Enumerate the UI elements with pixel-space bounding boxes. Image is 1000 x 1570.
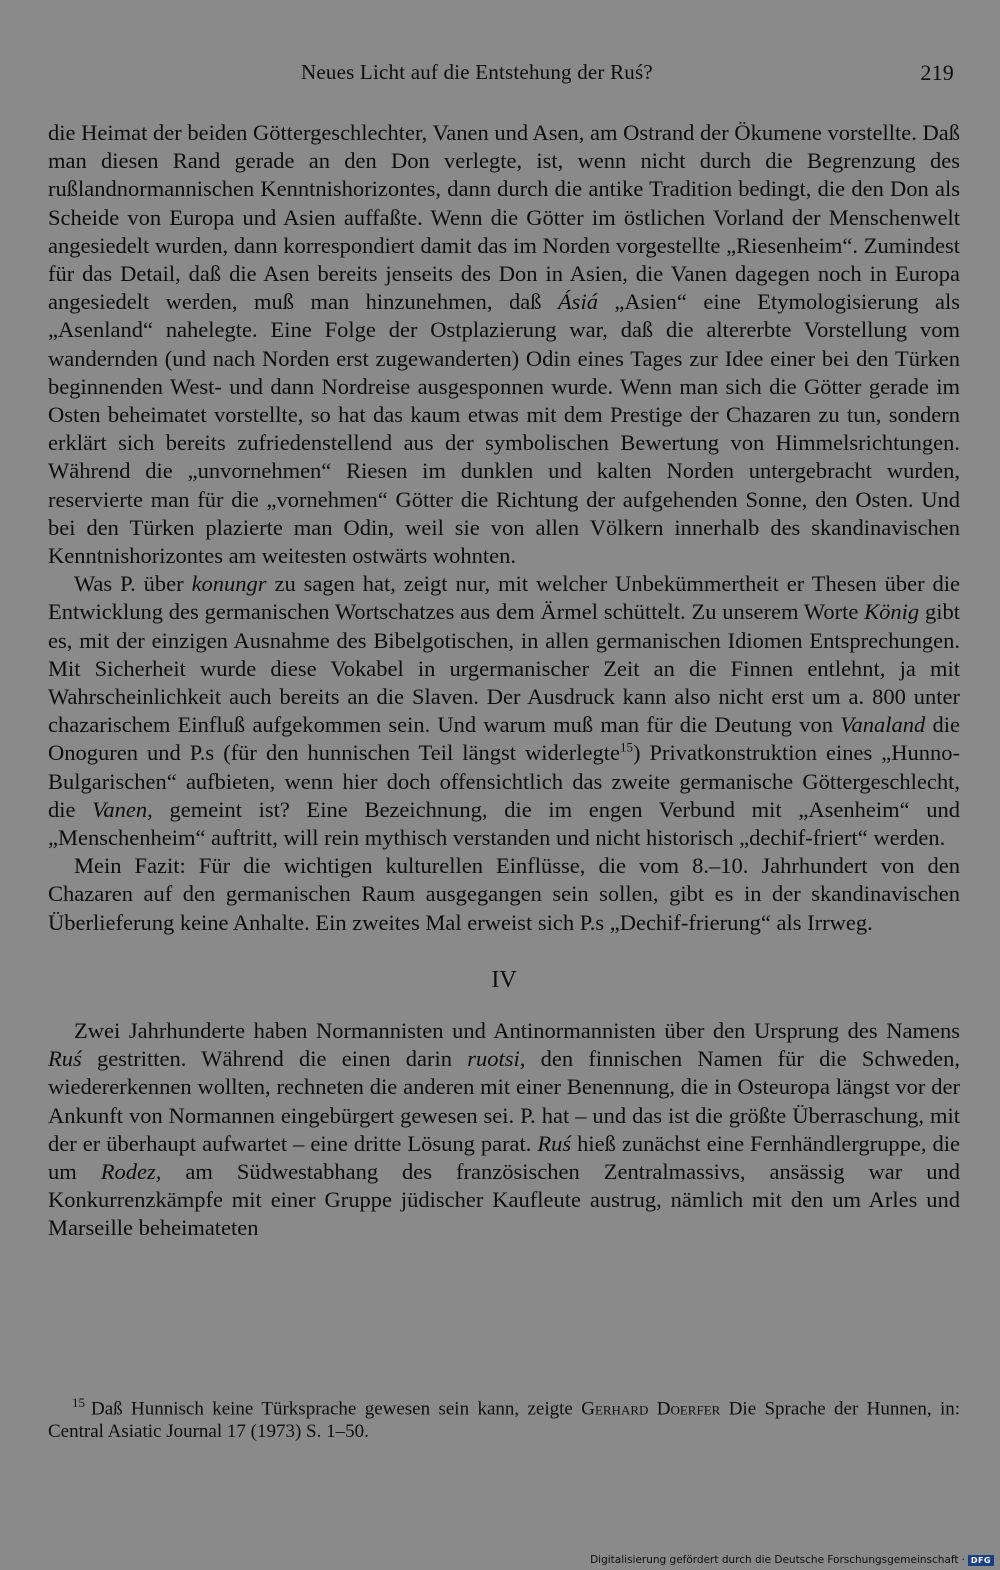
footnote-reference[interactable]: 15 [619, 739, 633, 755]
dfg-logo: DFG [968, 1555, 994, 1566]
footnote [48, 1391, 960, 1443]
italic-term-rus: Ruś [537, 1130, 572, 1156]
body-text [48, 119, 960, 1243]
running-title: Neues Licht auf die Entstehung der Ruś? [301, 60, 653, 84]
paragraph-1-text-end: „Asien“ eine Etymologisierung als „Asenland“ nahelegte. Eine Folge der Ostplazierung war, daß die altererbte Vorstellung vom wandernden (und nach Norden erst zugewanderten) Odin eines Tages zur Idee einer bei den Türken beginnenden West- und dann Nordreise ausgesponnen wurde. Wenn man sich die Götter gerade im Osten beheimatet vorstellte, so hat das kaum etwas mit dem Prestige der Chazaren zu tun, sondern erklärt sich bereits zufriedenstellend aus der symbolischen Bewertung von Himmelsrichtungen. Während die „unvornehmen“ Riesen im dunklen und kalten Norden untergebracht wurden, reservierte man für die „vornehmen“ Götter die Richtung der aufgehenden Sonne, den Osten. Und bei den Türken plazierte man Odin, weil sie von allen Völkern innerhalb des skandinavischen Kenntnishorizontes am weitesten ostwärts wohnten. [48, 289, 961, 569]
paragraph-4-text: Zwei Jahrhunderte haben Normannisten und Antinormannisten über den Ursprung des Namens [74, 1017, 960, 1043]
paragraph-4-text: gestritten. Während die einen darin [81, 1046, 468, 1072]
paragraph-2-text: die Onoguren und P.s (für den hunnischen Teil längst widerlegte [48, 712, 960, 766]
funding-text: Digitalisierung gefördert durch die Deutsche Forschungsgemeinschaft [590, 1554, 959, 1566]
footnote-mark: 15 [72, 1395, 85, 1410]
italic-term-asia: Ásiá [557, 289, 598, 315]
paragraph-2-text: zu sagen hat, zeigt nur, mit welcher Unbekümmertheit er Thesen über die Entwicklung des germanischen Wortschatzes aus dem Ärmel schüttelt. Zu unserem Worte [48, 571, 960, 625]
paragraph-2-text: Was P. über [74, 571, 192, 597]
footnote-text: Daß Hunnisch keine Türksprache gewesen sein kann, zeigte [91, 1398, 582, 1420]
paragraph-2-text: gemeint ist? Eine Bezeichnung, die im engen Verbund mit „Asenheim“ und „Menschenheim“ auftritt, will rein mythisch verstanden und nicht historisch „dechif-friert“ werden. [48, 796, 960, 851]
page-header [48, 58, 956, 88]
italic-term-ruotsi: ruotsi, [467, 1046, 526, 1072]
italic-term-rodez: Rodez, [100, 1158, 162, 1184]
paragraph-2 [48, 570, 960, 852]
italic-term-rus: Ruś [48, 1046, 82, 1072]
italic-term-konungr: konungr [191, 571, 267, 597]
paragraph-4 [48, 1017, 960, 1243]
paragraph-1 [48, 119, 960, 570]
italic-term-koenig: König [864, 599, 920, 625]
paragraph-3: Mein Fazit: Für die wichtigen kulturellen Einflüsse, die vom 8.–10. Jahrhundert von den Chazaren auf den germanischen Raum ausgegangen sein sollen, gibt es in der skandinavischen Überlieferung keine Anhalte. Ein zweites Mal erweist sich P.s „Dechif-frierung“ als Irrweg. [48, 853, 960, 935]
paragraph-1-text: die Heimat der beiden Göttergeschlechter, Vanen und Asen, am Ostrand der Ökumene vorstellte. Daß man diesen Rand gerade an den Don verlegte, ist, wenn nicht durch die Begrenzung des rußlandnormannischen Kenntnishorizontes, dann durch die antike Tradition bedingt, die den Don als Scheide von Europa und Asien auffaßte. Wenn die Götter im östlichen Vorland der Menschenwelt angesiedelt wurden, dann korrespondiert damit das im Norden vorgestellte „Riesenheim“. Zumindest für das Detail, daß die Asen bereits jenseits des Don in Asien, die Vanen dagegen noch in Europa angesiedelt werden, muß man hinzunehmen, daß [48, 120, 960, 315]
footnote-text: Die Sprache der Hunnen, in: Central Asiatic Journal 17 (1973) S. 1–50. [48, 1398, 960, 1443]
paragraph-4-text: den finnischen Namen für die Schweden, wiedererkennen wollten, rechneten die anderen mit einer Benennung, die in Osteuropa längst vor der Ankunft von Normannen eingebürgert gewesen sei. P. hat – und das ist die größte Überraschung, mit der er überhaupt aufwartet – eine dritte Lösung parat. [48, 1046, 960, 1156]
paragraph-2-text: ) Privatkonstruktion eines „Hunno-Bulgarischen“ aufbieten, wenn hier doch offensichtlich das zweite germanische Göttergeschlecht, die [48, 740, 961, 822]
paragraph-4-text: hieß zunächst eine Fernhändlergruppe, die um [48, 1130, 960, 1184]
paragraph-2-text: gibt es, mit der einzigen Ausnahme des Bibelgotischen, in allen germanischen Idiomen Entsprechungen. Mit Sicherheit wurde diese Vokabel in urgermanischer Zeit an die Finnen entlehnt, ja mit Wahrscheinlichkeit auch bereits an die Slaven. Der Ausdruck kann also nicht erst um a. 800 unter chazarischem Einfluß aufgekommen sein. Und warum muß man für die Deutung von [48, 599, 960, 738]
paragraph-4-text: am Südwestabhang des französischen Zentralmassivs, ansässig war und Konkurrenzkämpfe mit einer Gruppe jüdischer Kaufleute austrug, nämlich mit den um Arles und Marseille beheimateten [48, 1158, 960, 1241]
section-heading: IV [491, 966, 517, 993]
footnote-author: Gerhard Doerfer [581, 1398, 721, 1420]
page-number: 219 [920, 60, 954, 85]
funding-notice: Digitalisierung gefördert durch die Deutsche Forschungsgemeinschaft · DFG [590, 1554, 994, 1566]
italic-term-vanen: Vanen, [92, 796, 153, 822]
italic-term-vanaland: Vanaland [840, 712, 926, 738]
